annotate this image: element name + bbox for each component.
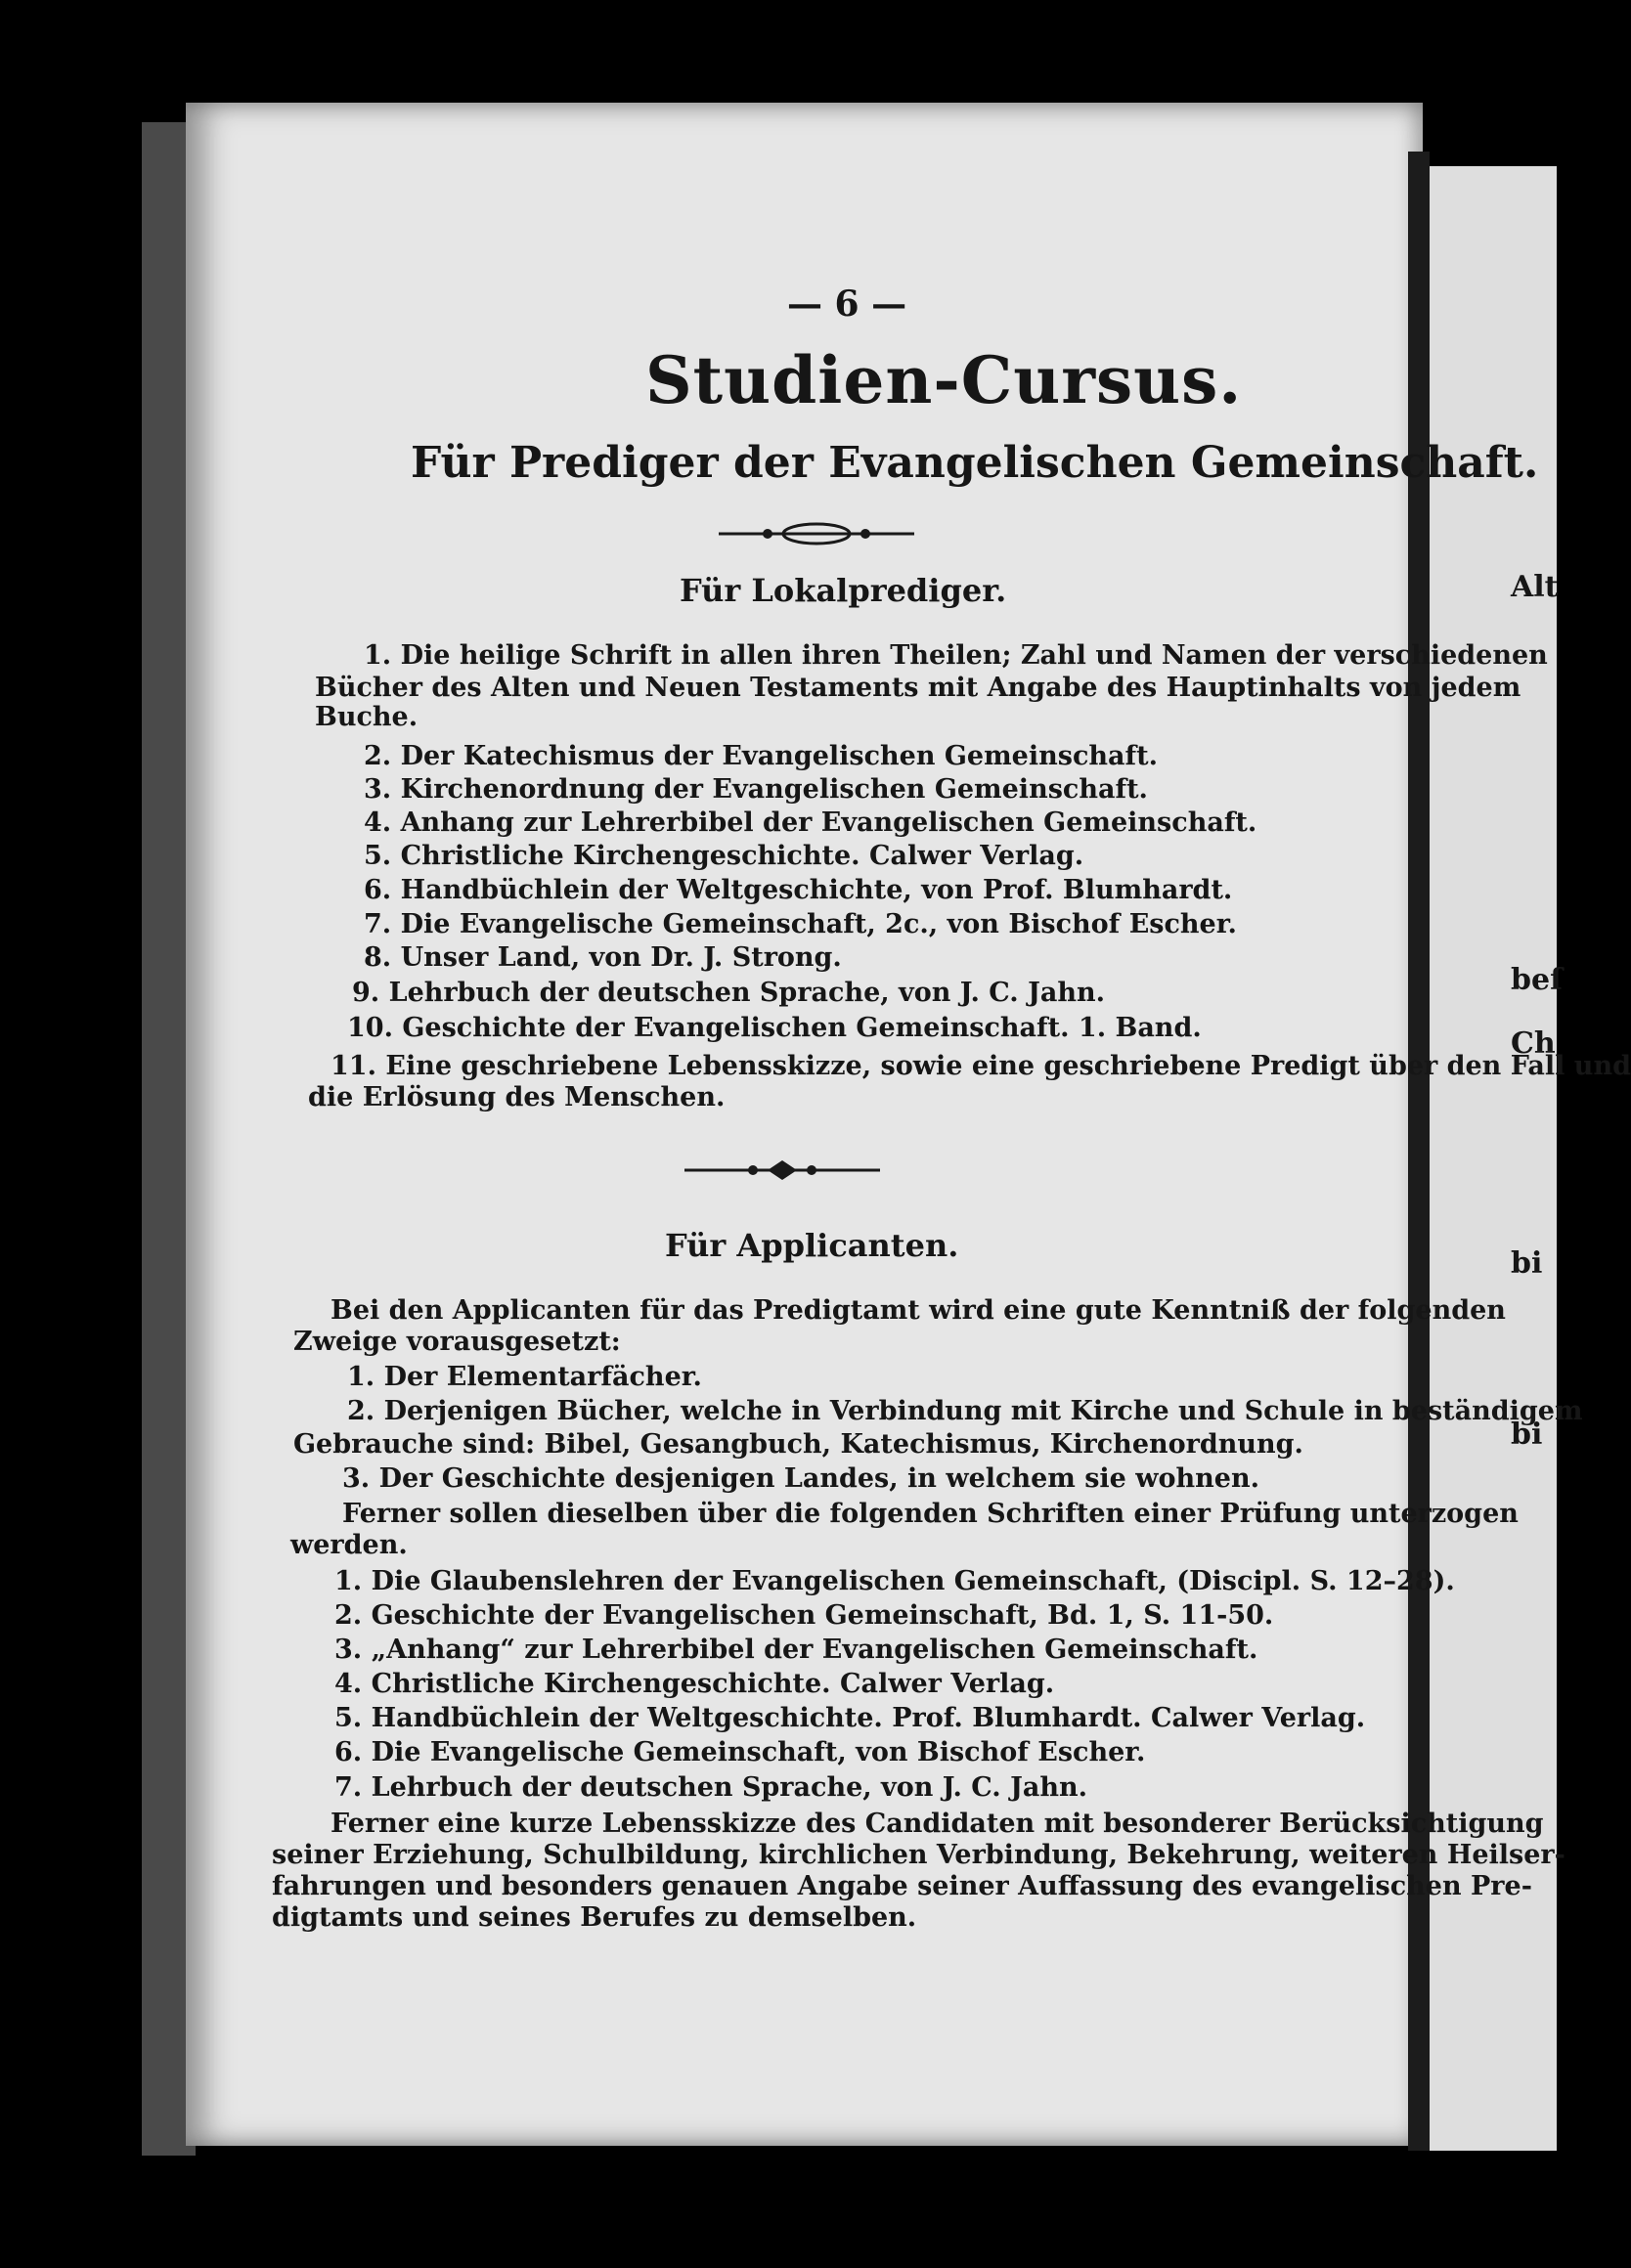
- text-line: 5. Handbüchlein der Weltgeschichte. Prof. Blumhardt. Calwer Verlag.: [334, 1703, 1366, 1733]
- text-line: fahrungen und besonders genauen Angabe seiner Auffassung des evangelischen Pre-: [272, 1871, 1532, 1901]
- ornament-divider: [719, 516, 914, 551]
- section-heading-applicanten: Für Applicanten.: [665, 1227, 959, 1264]
- text-line: 8. Unser Land, von Dr. J. Strong.: [364, 942, 842, 973]
- text-line: die Erlösung des Menschen.: [308, 1082, 726, 1112]
- text-line: 9. Lehrbuch der deutschen Sprache, von J. C. Jahn.: [352, 978, 1106, 1008]
- text-line: Buche.: [315, 702, 419, 732]
- right-fragment: Alt: [1511, 570, 1559, 604]
- page-subtitle: Für Prediger der Evangelischen Gemeinschaft.: [411, 438, 1539, 488]
- text-line: 3. Kirchenordnung der Evangelischen Gemeinschaft.: [364, 774, 1148, 805]
- page-number: — 6 —: [787, 284, 907, 325]
- text-line: werden.: [290, 1530, 408, 1560]
- text-line: Ferner eine kurze Lebensskizze des Candidaten mit besonderer Berücksichtigung: [331, 1809, 1544, 1839]
- text-line: 6. Handbüchlein der Weltgeschichte, von Prof. Blumhardt.: [364, 875, 1233, 905]
- right-fragment: bi: [1511, 1246, 1543, 1281]
- text-line: 1. Die heilige Schrift in allen ihren Theilen; Zahl und Namen der verschiedenen: [364, 640, 1548, 671]
- text-line: seiner Erziehung, Schulbildung, kirchlichen Verbindung, Bekehrung, weiteren Heilser-: [272, 1840, 1565, 1870]
- text-line: Ferner sollen dieselben über die folgenden Schriften einer Prüfung unterzogen: [342, 1499, 1519, 1529]
- text-line: 4. Christliche Kirchengeschichte. Calwer Verlag.: [334, 1669, 1055, 1699]
- right-fragment: Ch: [1511, 1026, 1556, 1061]
- text-line: 3. Der Geschichte desjenigen Landes, in welchem sie wohnen.: [342, 1463, 1259, 1494]
- text-line: 7. Lehrbuch der deutschen Sprache, von J. C. Jahn.: [334, 1772, 1088, 1803]
- text-line: 2. Geschichte der Evangelischen Gemeinschaft, Bd. 1, S. 11-50.: [334, 1600, 1274, 1631]
- right-fragment: bi: [1511, 1418, 1543, 1452]
- ornament-divider: [684, 1156, 880, 1185]
- page-title: Studien-Cursus.: [645, 342, 1243, 418]
- text-line: 1. Die Glaubenslehren der Evangelischen Gemeinschaft, (Discipl. S. 12–28).: [334, 1566, 1455, 1596]
- text-line: 3. „Anhang“ zur Lehrerbibel der Evangelischen Gemeinschaft.: [334, 1635, 1258, 1665]
- section-heading-lokalprediger: Für Lokalprediger.: [680, 572, 1007, 609]
- text-line: Gebrauche sind: Bibel, Gesangbuch, Katechismus, Kirchenordnung.: [293, 1429, 1303, 1460]
- right-fragment: beſ: [1511, 963, 1563, 997]
- text-line: 1. Der Elementarfächer.: [347, 1362, 702, 1392]
- text-line: 6. Die Evangelische Gemeinschaft, von Bischof Escher.: [334, 1737, 1146, 1767]
- text-line: Zweige vorausgesetzt:: [293, 1327, 621, 1357]
- text-line: 7. Die Evangelische Gemeinschaft, 2c., von Bischof Escher.: [364, 909, 1237, 939]
- text-line: 5. Christliche Kirchengeschichte. Calwer Verlag.: [364, 841, 1084, 871]
- text-line: Bücher des Alten und Neuen Testaments mit Angabe des Hauptinhalts von jedem: [315, 673, 1521, 703]
- text-line: 2. Derjenigen Bücher, welche in Verbindung mit Kirche und Schule in beständigem: [347, 1396, 1583, 1426]
- text-line: 10. Geschichte der Evangelischen Gemeinschaft. 1. Band.: [347, 1013, 1202, 1043]
- text-line: 4. Anhang zur Lehrerbibel der Evangelischen Gemeinschaft.: [364, 807, 1257, 838]
- text-line: digtamts und seines Berufes zu demselben.: [272, 1902, 917, 1933]
- text-line: 11. Eine geschriebene Lebensskizze, sowie eine geschriebene Predigt über den Fall und: [331, 1051, 1631, 1081]
- text-line: 2. Der Katechismus der Evangelischen Gemeinschaft.: [364, 741, 1158, 771]
- text-line: Bei den Applicanten für das Predigtamt wird eine gute Kenntniß der folgenden: [331, 1295, 1506, 1326]
